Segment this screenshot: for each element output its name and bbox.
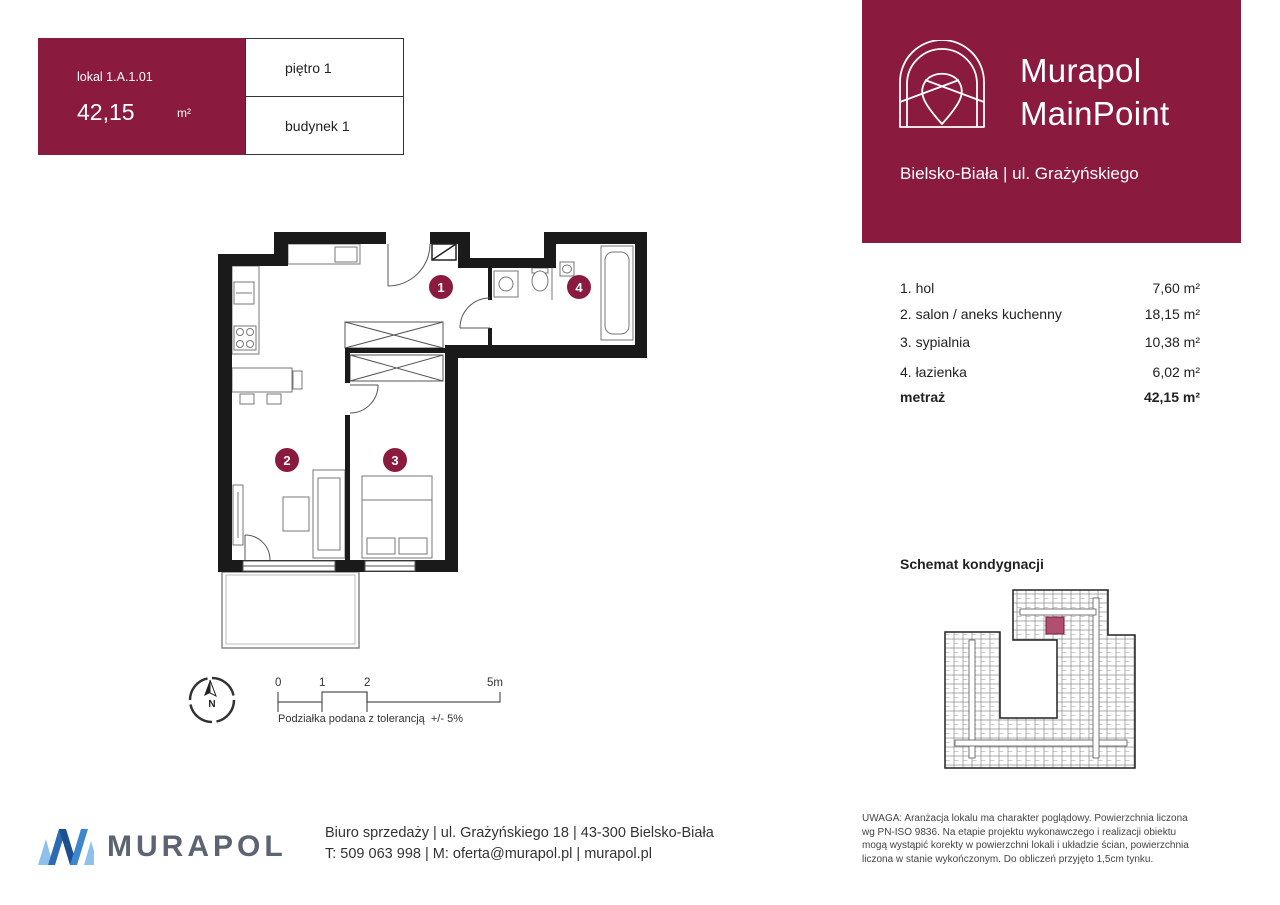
balcony xyxy=(222,572,359,648)
compass-icon xyxy=(185,673,240,728)
brand-wordmark: MURAPOL xyxy=(107,830,287,863)
scale-tick-5m: 5m xyxy=(487,677,503,689)
kitchen-sink xyxy=(335,247,357,262)
room-marker-2-label: 2 xyxy=(283,453,291,468)
sales-office-address: Biuro sprzedaży | ul. Grażyńskiego 18 | 43-300 Bielsko-Biała xyxy=(325,825,714,841)
room-row xyxy=(900,305,1200,323)
unit-area-unit: m² xyxy=(177,106,191,120)
compass-north-label: N xyxy=(208,699,216,710)
highlighted-unit xyxy=(1046,617,1064,634)
room-row xyxy=(900,363,1200,381)
room-marker-3-label: 3 xyxy=(391,453,399,468)
room-name: 1. hol xyxy=(900,280,935,296)
chair xyxy=(293,371,302,389)
room-name: 4. łazienka xyxy=(900,364,967,380)
coffee-table xyxy=(283,497,309,531)
floor-cell xyxy=(245,38,404,97)
chair xyxy=(267,394,281,404)
floor-label: piętro 1 xyxy=(285,59,332,76)
room-area: 7,60 m² xyxy=(1152,280,1200,296)
building-label: budynek 1 xyxy=(285,117,350,134)
pillow xyxy=(367,538,395,554)
room-area: 18,15 m² xyxy=(1144,306,1200,322)
room-area: 6,02 m² xyxy=(1152,364,1200,380)
scale-tolerance-note: Podziałka podana z tolerancją +/- 5% xyxy=(278,713,463,725)
disclaimer-line: liczona w stanie wykończonym. Do obliczeń przyjęto 1,5cm tynku. xyxy=(862,853,1154,865)
ventilation-shaft xyxy=(432,244,456,260)
schema-title: Schemat kondygnacji xyxy=(900,556,1044,572)
building-cell xyxy=(245,96,404,155)
project-name-line2: MainPoint xyxy=(1020,95,1170,132)
total-row xyxy=(900,388,1200,406)
unit-box xyxy=(38,38,245,155)
murapol-m-logo-icon xyxy=(38,827,94,865)
arch-pin-logo-icon xyxy=(897,40,987,130)
room-area: 10,38 m² xyxy=(1144,334,1200,350)
room-row xyxy=(900,279,1200,297)
floor-schematic xyxy=(940,585,1140,775)
disclaimer xyxy=(862,812,1189,866)
dining-table xyxy=(232,368,292,392)
sales-office-contact: T: 509 063 998 | M: oferta@murapol.pl | murapol.pl xyxy=(325,846,652,862)
total-value: 42,15 m² xyxy=(1143,389,1200,405)
total-label: metraż xyxy=(900,389,946,405)
room-marker-4-label: 4 xyxy=(575,280,583,295)
scale-tick-0: 0 xyxy=(275,677,282,689)
windows xyxy=(243,561,415,571)
scale-tick-2: 2 xyxy=(364,677,371,689)
toilet xyxy=(532,271,548,291)
project-name-line1: Murapol xyxy=(1020,52,1142,89)
pillow xyxy=(399,538,427,554)
room-name: 3. sypialnia xyxy=(900,334,971,350)
room-row xyxy=(900,333,1200,351)
project-location: Bielsko-Biała | ul. Grażyńskiego xyxy=(900,164,1139,183)
scale-tick-1: 1 xyxy=(319,677,326,689)
floor-plan xyxy=(200,220,660,660)
unit-area: 42,15 xyxy=(77,99,135,125)
chair xyxy=(240,394,254,404)
disclaimer-line: wg PN-ISO 9836. Na etapie projektu wykonawczego i realizacji obiektu xyxy=(862,826,1177,838)
room-name: 2. salon / aneks kuchenny xyxy=(900,306,1062,322)
unit-label: lokal 1.A.1.01 xyxy=(77,70,153,84)
disclaimer-line: mogą wystąpić korekty w powierzchni lokali i układzie ścian, powierzchnia xyxy=(862,840,1189,851)
disclaimer-line: UWAGA: Aranżacja lokalu ma charakter poglądowy. Powierzchnia liczona xyxy=(862,813,1188,824)
scale-bar xyxy=(270,686,510,716)
room-marker-1-label: 1 xyxy=(437,280,445,295)
